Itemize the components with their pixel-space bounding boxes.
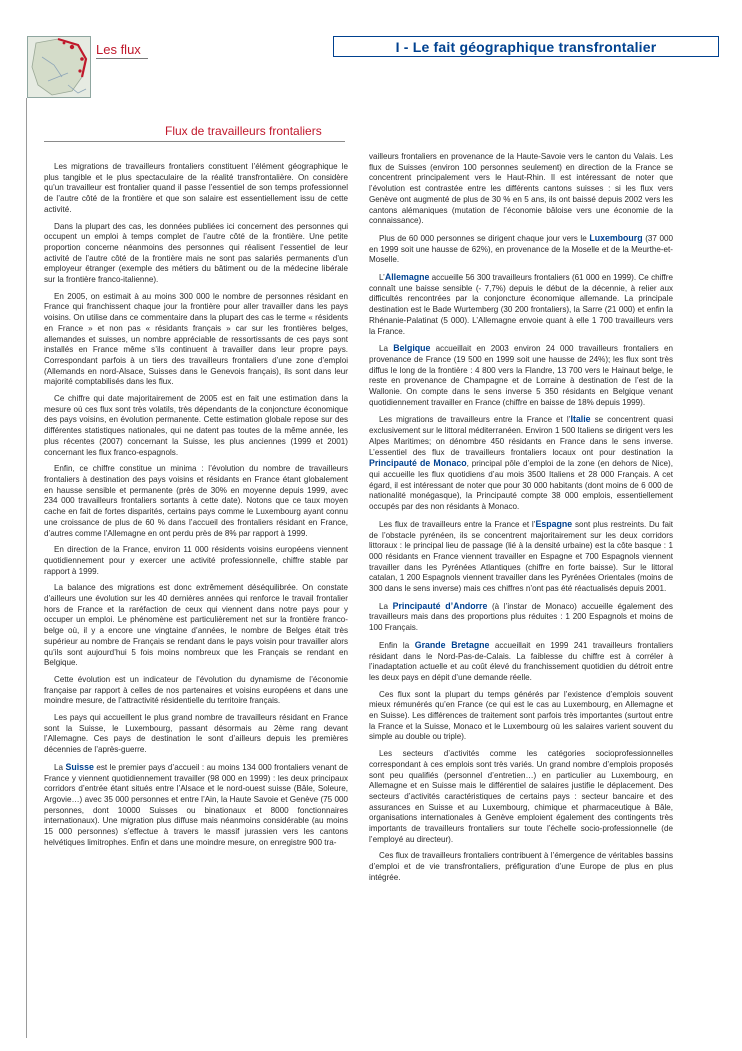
paragraph-allemagne bbox=[369, 272, 673, 337]
text: La bbox=[379, 344, 394, 354]
country-keyword: Espagne bbox=[535, 518, 573, 529]
section-label: Les flux bbox=[96, 42, 141, 57]
country-keyword: Grande Bretagne bbox=[414, 639, 490, 650]
paragraph: Les secteurs d’activités comme les catégories socioprofessionnelles correspondant à ces emplois sont très variés. Un grand nombre d’emplois proposés sont peu qualifiés (personnel d’entretien…) en particulier au Luxembourg, en Allemagne et en Suisse mais le différentiel de salaires justifie le déplacement. Des secteurs d’activités caractéristiques de certains pays : secteur bancaire et des assurances en Suisse et au Luxembourg, chimique et pharmaceutique à Bâle, organisations internationales à Genève emploient également des contingents très importants de travailleurs frontaliers sur toute l’échelle socio-professionnelle (de l’employé au directeur). bbox=[369, 749, 673, 844]
article-title: Flux de travailleurs frontaliers bbox=[165, 124, 322, 138]
text: accueillait en 1999 241 travailleurs frontaliers résidant dans le Nord-Pas-de-Calais. La faiblesse du chiffre est à corréler à l’inadaptation actuelle et au coût élevé du franchissement quotidien du détroit entre les deux pays en dépit d’une demande réelle. bbox=[369, 640, 674, 682]
paragraph-italie bbox=[369, 414, 673, 512]
text: La bbox=[379, 601, 393, 611]
country-keyword: Belgique bbox=[393, 343, 431, 354]
paragraph-suisse bbox=[44, 762, 348, 849]
paragraph: Ces flux de travailleurs frontaliers contribuent à l’émergence de véritables bassins d’emploi et de vie transfrontaliers, préfiguration d’une Europe de plus en plus intégrée. bbox=[369, 851, 673, 882]
section-underline bbox=[96, 58, 148, 59]
left-column bbox=[44, 162, 348, 854]
paragraph: En 2005, on estimait à au moins 300 000 le nombre de personnes résidant en France qui franchissent chaque jour la frontière pour aller travailler dans les pays voisins. On utilise dans ce commentaire dans la plupart des cas le terme « résidents en France » et non pas « résidants français » car sur les frontières belges, allemandes et suisses, un nombre appréciable de ressortissants de ces pays sont installés en France même s’ils continuent à travailler dans leur propre pays. Correspondant parfois à un tiers des travailleurs frontaliers d’une zone d’emploi (Allemands en nord-Alsace, Suisses dans le Genevois français), ils sont dans leur majorité comptabilisés dans les flux. bbox=[44, 291, 348, 387]
paragraph-luxembourg bbox=[369, 233, 673, 266]
paragraph: En direction de la France, environ 11 000 résidents voisins européens viennent quotidiennement pour y exercer une activité professionnelle, chiffre stable par rapport à 1999. bbox=[44, 545, 348, 576]
right-column bbox=[369, 152, 673, 890]
paragraph-belgique bbox=[369, 343, 673, 408]
paragraph-espagne bbox=[369, 519, 673, 595]
paragraph: Ces flux sont la plupart du temps générés par l’existence d’emplois souvent mieux rémunérés qu’en France (ce qui est le cas au Luxembourg, en Allemagne et en Suisse). Les différences de traitement sont parfois très importantes (surtout entre la France et la Suisse, Monaco et le Luxembourg où les salaires varient souvent du simple au double ou triple). bbox=[369, 689, 673, 742]
paragraph: Ce chiffre qui date majoritairement de 2005 est en fait une estimation dans la mesure où ces flux sont très volatils, très dépendants de la conjoncture économique des pays voisins, en évolution permanente. Cette estimation globale repose sur des différentes statistiques nationales, qui ne datent pas toutes de la même année, les plus récentes (2007) concernant la Suisse, les plus anciennes (1999 et 2001) concernant les flux franco-espagnols. bbox=[44, 394, 348, 457]
chapter-header bbox=[333, 36, 719, 57]
paragraph: Enfin, ce chiffre constitue un minima : l’évolution du nombre de travailleurs frontaliers à destination des pays voisins et résidants en France étant globalement en hausse sensible et permanente (près de 30% en moyenne depuis 1999, avec 234 000 travailleurs frontaliers sortants à cette date). Notons que ce taux moyen cache en fait de fortes disparités, certains pays comme le Luxembourg ayant connu une croissance de plus de 60 % dans l’accueil des frontaliers résidant en France, d’autres comme l’Allemagne en ont perdu près de 8% par rapport à 1999. bbox=[44, 464, 348, 538]
text: , principal pôle d’emploi de la zone (en dehors de Nice), qui accueille les flux quotidiens d’au mois 3500 Italiens et 28 000 Français. A cet égard, il est intéressant de noter que pour 30 000 habitants (dont moins de 6 000 de nationalité monégasque), la Principauté compte 38 000 emplois, essentiellement occupés par des non résidants à Monaco. bbox=[369, 459, 673, 512]
paragraph: Dans la plupart des cas, les données publiées ici concernent des personnes qui occupent un emploi à temps complet de l’autre côté de la frontière. Une petite proportion concerne néanmoins des personnes qui réalisent l’essentiel de leur activité de l’autre côté de la frontière mais ne sont pas salariés permanents d’un employeur étranger (exemple des métiers du bâtiment ou de la médecine libérale sur la frontière franco-italienne). bbox=[44, 221, 348, 285]
text: L’ bbox=[379, 273, 385, 283]
country-keyword: Principauté d’Andorre bbox=[392, 600, 488, 611]
text: sont plus restreints. Du fait de l’obstacle pyrénéen, ils se concentrent majoritairement sur les deux corridors littoraux : le principal lieu de passage (lié à la densité urbaine) est la côte basque : 1 000 résidants en France viennent travailler en Espagne et 700 Espagnols viennent travailler dans les Pyrénées Atlantiques (chiffre en forte baisse). Sur le littoral catalan, 1 200 Espagnols viennent travailler dans les Pyrénées Orientales (moins de 300 dans le sens inverse) mais ces chiffres n’ont pas été réactualisés depuis 2001. bbox=[369, 519, 673, 594]
text: (à l’instar de Monaco) accueille également des travailleurs mais dans des proportions plus réduites : 1 200 Espagnols et moins de 100 Français. bbox=[369, 601, 673, 633]
text: accueille 56 300 travailleurs frontaliers (61 000 en 1999). Ce chiffre connaît une baisse sensible (- 7,7%) depuis le début de la décennie, à relier aux difficultés rencontrées par la conjoncture économique allemande. La principale destination est le Bade Wurtemberg (30 200 frontaliers), la Sarre (21 000) et enfin la Rhénanie-Palatinat (5 000). L’Allemagne envoie quant à elle 1 700 travailleurs vers la France. bbox=[369, 273, 673, 336]
text: Les migrations de travailleurs entre la France et l’ bbox=[379, 415, 571, 425]
text: est le premier pays d’accueil : au moins 134 000 frontaliers venant de France y viennent quotidiennement travailler (98 000 en 1999) : les deux principaux corridors d’entrée étant situés entre l’Alsace et le nord-ouest suisse (Bâle, Soleure, Argovie…) avec 35 000 personnes et entre l’Ain, la Haute Savoie et Genève (75 000 personnes, dont 10000 Suisses ou binationaux et 8000 fonctionnaires internationaux). Une migration plus diffuse mais néanmoins considérable (au moins 15 000 personnes) s’effectue à travers le massif jurassien vers les cantons helvétiques limitrophes. Enfin et dans une moindre mesure, on enregistre 900 tra- bbox=[44, 762, 348, 847]
text: Plus de 60 000 personnes se dirigent chaque jour vers le bbox=[379, 233, 590, 243]
text: Les flux de travailleurs entre la France et l’ bbox=[379, 519, 536, 529]
country-keyword: Allemagne bbox=[384, 272, 430, 283]
paragraph: La balance des migrations est donc extrêmement déséquilibrée. On constate d’ailleurs une évolution sur les 40 dernières années qui renforce le travail frontalier hors de France et la raréfaction de ceux qui viennent dans notre pays pour y occuper un emploi. Le phénomène est particulièrement net sur la frontière franco-belge où, il y a encore une vingtaine d’années, le nombre de Belges était très supérieur au nombre de Français se rendant dans le pays voisin pour travailler alors qu’ils sont aujourd’hui 5 fois moins nombreux que les Français se rendant en Belgique. bbox=[44, 583, 348, 668]
paragraph: Les pays qui accueillent le plus grand nombre de travailleurs résidant en France sont la Suisse, le Luxembourg, passant désormais au 2ème rang devant l’Allemagne. Ces pays de destination le sont d’ailleurs depuis les premières décennies de l’après-guerre. bbox=[44, 713, 348, 755]
text: se concentrent quasi exclusivement sur le littoral méditerranéen. Environ 1 500 Italiens se dirigent vers les Alpes Maritimes; on dénombre 450 résidants en France dans le sens inverse. L’essentiel des flux de travailleurs frontaliers locaux ont pour destination la bbox=[369, 415, 673, 457]
paragraph-andorre bbox=[369, 601, 673, 634]
article-title-rule bbox=[44, 141, 345, 142]
text: La bbox=[54, 762, 66, 772]
country-keyword: Principauté de Monaco bbox=[369, 458, 467, 469]
country-keyword: Luxembourg bbox=[589, 232, 643, 243]
chapter-title: I - Le fait géographique transfrontalier bbox=[395, 38, 657, 55]
country-keyword: Italie bbox=[570, 414, 591, 425]
france-map-thumbnail-icon bbox=[27, 36, 91, 98]
text: (37 000 en 1999 soit une hausse de 62%), en provenance de la Moselle et de la Meurthe-et-Moselle. bbox=[369, 233, 673, 265]
left-margin-rule bbox=[26, 98, 27, 1038]
paragraph-grande-bretagne bbox=[369, 640, 673, 684]
paragraph: Cette évolution est un indicateur de l’évolution du dynamisme de l’économie française par rapport à celles de nos partenaires et voisins européens et dans une moindre mesure, de l’attractivité résidentielle du territoire français. bbox=[44, 674, 348, 706]
text: accueillait en 2003 environ 24 000 travailleurs frontaliers en provenance de France (19 500 en 1999 soit une hausse de 24%); les flux sont très diffus le long de la frontière : 4 800 vers la Flandre, 13 700 vers le Hainaut belge, le reste en provenance de Champagne et de Lorraine à destination de l’est de la Wallonie. On compte dans le sens inverse 5 350 résidants en Belgique venant quotidiennement travailler en France (chiffre en baisse de 18% depuis 1999). bbox=[369, 344, 673, 407]
text: Enfin la bbox=[379, 640, 415, 650]
paragraph: vailleurs frontaliers en provenance de la Haute-Savoie vers le canton du Valais. Les flux de Suisses (environ 100 personnes seulement) en direction de la France se concentrent principalement vers le Haut-Rhin. Il est intéressant de noter que l’évolution est contrastée entre les différents cantons suisses : si les flux vers Genève ont augmenté de plus de 30 % en 5 ans, ils ont baissé depuis 2002 vers les cantons alémaniques (mutation de l’économie bâloise vers une économie de la connaissance). bbox=[369, 152, 673, 226]
country-keyword: Suisse bbox=[65, 761, 94, 772]
paragraph: Les migrations de travailleurs frontaliers constituent l’élément géographique le plus tangible et le plus spectaculaire de la réalité transfrontalière. On considère qu’un travailleur est frontalier quand il passe l’essentiel de son temps professionnel de l’autre côté de la frontière et que son salaire est essentiellement issu de cette activité. bbox=[44, 162, 348, 214]
